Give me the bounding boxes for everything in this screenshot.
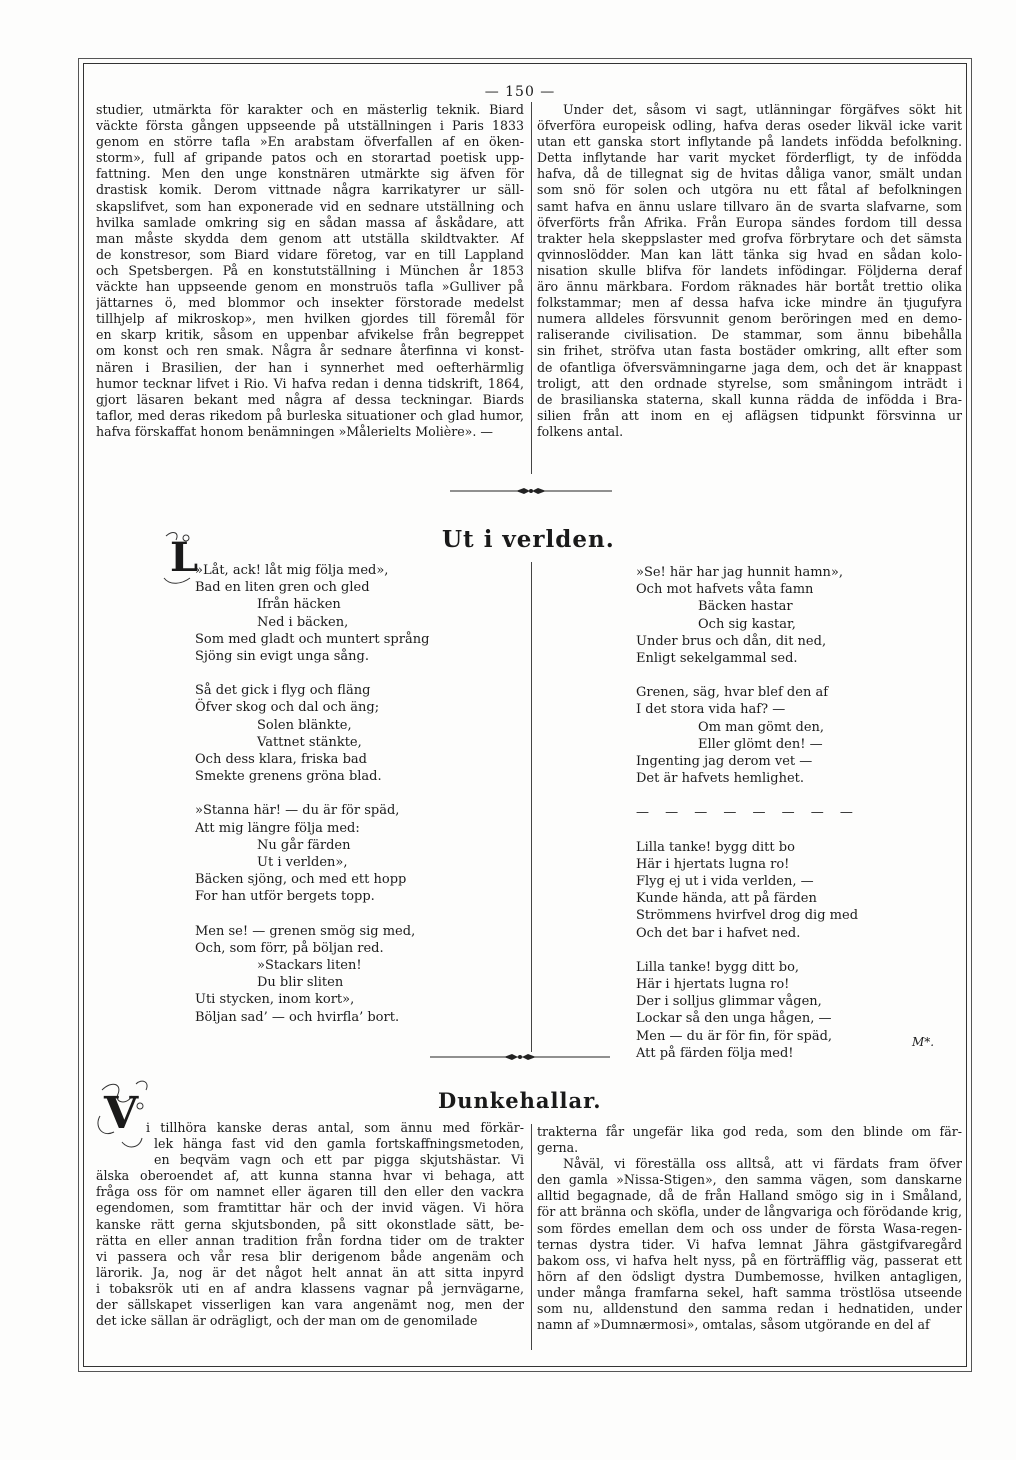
- text-line: det icke sällan är odrägligt, och der man om de genomilade: [96, 1313, 478, 1329]
- text-line: väckte första gången uppseende på utställningen i Paris 1833: [96, 118, 524, 134]
- text-line: öfverföra europeisk odling, hafva deras oseder likväl icke varit: [537, 118, 962, 134]
- poem-line: Kunde hända, att på färden: [636, 891, 817, 907]
- text-line: skapslifvet, som han exponerade vid en sednare utställning och: [96, 198, 524, 214]
- poem-line: Under brus och dån, dit ned,: [636, 633, 827, 649]
- poem-line: Lilla tanke! bygg ditt bo: [636, 839, 795, 855]
- text-line: drastisk komik. Derom vittnade några karrikatyrer ur säll-: [96, 182, 524, 198]
- text-line: hafva förskaffat honom benämningen »Målerielts Molière». —: [96, 423, 493, 439]
- text-line: lek hänga fast vid den gamla fortskaffningsmetoden,: [154, 1136, 524, 1152]
- text-line: egendomen, som framtittar här och der invid vägen. Vi höra: [96, 1200, 524, 1216]
- poem-stanza: [195, 562, 515, 665]
- text-line: trakter hela skeppslaster med grofva förbrytare och det sämsta: [537, 230, 962, 246]
- text-line: folkstammar; men af dessa hafva icke mindre än tjugufyra: [537, 295, 962, 311]
- poem-line: Att på färden följa med!: [636, 1045, 794, 1061]
- ornament-rule-2: [430, 1052, 610, 1062]
- text-line: öfverförts från Afrika. Från Europa sändes fordom till dessa: [537, 214, 962, 230]
- poem-line: Det är hafvets hemlighet.: [636, 771, 805, 787]
- text-line: studier, utmärkta för karakter och en mästerlig teknik. Biard: [96, 102, 524, 117]
- text-line: de ofantliga öfversvämningarne jaga dem, och det är knappast: [537, 359, 962, 375]
- text-line: qvinnoslödder. Man kan lätt tänka sig hvad en sådan kolo-: [537, 246, 962, 262]
- poem-line: Här i hjertats lugna ro!: [636, 977, 790, 993]
- poem-title: Ut i verlden.: [442, 526, 615, 553]
- dash-line: — — — — — — — —: [636, 805, 859, 821]
- text-line: och Spetsbergen. På en konstutställning i München år 1853: [96, 262, 524, 278]
- poem-line: Nu går färden: [257, 837, 351, 853]
- poem-stanza: [636, 959, 956, 1062]
- text-line: der sällskapet visserligen kan vara angenämt nog, men der: [96, 1297, 524, 1313]
- text-line: storm», full af gripande patos och en storartad poetisk upp-: [96, 150, 524, 166]
- text-line: nisation skulle blifva för landets infödingar. Följderna deraf: [537, 262, 962, 278]
- poem-line: Att mig längre följa med:: [195, 820, 360, 836]
- poem-line: Bäcken sjöng, och med ett hopp: [195, 872, 407, 888]
- text-line: lärorik. Ja, nog är det något helt annat än att sitta inpyrd: [96, 1264, 524, 1280]
- text-line: silien från att inom en ej aflägsen tidpunkt försvinna ur: [537, 407, 962, 423]
- poem-left-column: [195, 562, 515, 1043]
- poem-right-column: [636, 564, 956, 1079]
- poem-line: Smekte grenens gröna blad.: [195, 769, 382, 785]
- text-line: de konstresor, som Biard vidare företog, var en till Lappland: [96, 246, 524, 262]
- text-line: som snö för solen och utgöra nu ett fåtal af befolkningen: [537, 182, 962, 198]
- poem-stanza: [195, 923, 515, 1026]
- poem-line: »Stanna här! — du är för späd,: [195, 803, 400, 819]
- poem-line: Bäcken hastar: [698, 599, 793, 615]
- text-line: jättarnes ö, med blommor och insekter förstorade medelst: [96, 295, 524, 311]
- text-line: fattning. Men den unge konstnären utmärkte sig äfven för: [96, 166, 524, 182]
- text-line: som fördes emellan dem och oss under de första Wasa-regen-: [537, 1220, 962, 1236]
- text-line: för att bränna och sköfla, under de långvariga och förödande krig,: [537, 1204, 962, 1220]
- poem-line: Och sig kastar,: [698, 616, 796, 632]
- poem-stanza: [636, 564, 956, 667]
- article-right-column: [537, 1124, 962, 1333]
- dropcap-flourish: [160, 528, 200, 588]
- text-line: hafva, då de tillegnat sig de hvitas dåliga vanor, smält undan: [537, 166, 962, 182]
- text-line: kanske rätt gerna skjutsbonden, på sitt okonstlade sätt, be-: [96, 1216, 524, 1232]
- text-line: i tobaksrök uti en af andra klassens vagnar på jernvägarne,: [96, 1280, 524, 1296]
- top-left-column: [96, 102, 524, 440]
- poem-line: Men — du är för fin, för späd,: [636, 1028, 833, 1044]
- text-line: i tillhöra kanske deras antal, som ännu med förkär-: [146, 1120, 524, 1135]
- text-line: folkens antal.: [537, 423, 624, 439]
- text-line: raliserande civilisation. De stammar, som ännu bibehålla: [537, 327, 962, 343]
- poem-line: »Se! här har jag hunnit hamn»,: [636, 565, 843, 580]
- column-divider-top: [531, 102, 532, 474]
- poem-line: Sjöng sin evigt unga sång.: [195, 649, 369, 665]
- poem-dropcap: L: [170, 534, 199, 581]
- poem-line: Och mot hafvets våta famn: [636, 582, 814, 598]
- text-line: en skarp kritik, såsom en uppenbar afvikelse från begreppet: [96, 327, 524, 343]
- poem-line: Och, som förr, på böljan red.: [195, 940, 384, 956]
- text-line: Nåväl, vi föreställa oss alltså, att vi färdats fram öfver: [563, 1156, 962, 1172]
- poem-stanza: [195, 682, 515, 785]
- text-line: bakom oss, vi hafva helt nyss, på en förträfflig väg, passerat ett: [537, 1252, 962, 1268]
- poem-line: For han utför bergets topp.: [195, 889, 375, 905]
- text-line: ternas dystra tider. Vi hafva lemnat Jähra gästgifvaregård: [537, 1236, 962, 1252]
- page-number: — 150 —: [484, 84, 556, 100]
- text-line: vi passera och vår resa blir derigenom både angenäm och: [96, 1248, 524, 1264]
- poem-line: Öfver skog och dal och äng;: [195, 700, 380, 716]
- text-line: en beqväm vagn och ett par pigga skjutshästar. Vi: [154, 1152, 524, 1168]
- text-line: Under det, såsom vi sagt, utlänningar förgäfves sökt hit: [563, 102, 962, 117]
- text-line: sin frihet, ströfva utan fasta bostäder omkring, allt efter som: [537, 343, 962, 359]
- poem-line: Der i solljus glimmar vågen,: [636, 994, 822, 1010]
- poem-line: Så det gick i flyg och fläng: [195, 683, 371, 699]
- poem-line: I det stora vida haf? —: [636, 702, 786, 718]
- poem-line: Men se! — grenen smög sig med,: [195, 923, 416, 939]
- text-line: samt hafva en ännu uslare tillvaro än de svarta slafvarne, som: [537, 198, 962, 214]
- poem-line: Om man gömt den,: [698, 719, 825, 735]
- text-line: tillhjelp af mikroskop», men hvilken gjordes till föremål för: [96, 311, 524, 327]
- poem-dashes: [636, 804, 956, 821]
- poem-line: Lilla tanke! bygg ditt bo,: [636, 959, 800, 975]
- text-line: hörn af den ödsligt dystra Dumbemosse, hvilken antagligen,: [537, 1268, 962, 1284]
- poem-line: Ut i verlden»,: [257, 855, 348, 871]
- poem-line: Här i hjertats lugna ro!: [636, 856, 790, 872]
- text-line: numera alldeles försvunnit genom beröringen med en demo-: [537, 311, 962, 327]
- poem-line: Eller glömt den! —: [698, 736, 823, 752]
- poem-signature: M*.: [912, 1035, 935, 1049]
- text-line: namn af »Dumnærmosi», omtalas, såsom utgörande en del af: [537, 1317, 930, 1333]
- text-line: alltid begagnade, då de från Halland smögo sig in i Småland,: [537, 1188, 962, 1204]
- text-line: de brasilianska staterna, skall kunna rädda de infödda i Bra-: [537, 391, 962, 407]
- poem-line: Och dess klara, friska bad: [195, 752, 367, 768]
- ornament-rule: [450, 486, 612, 496]
- article-left-column: [96, 1120, 524, 1329]
- text-line: fråga oss för om namnet eller ägaren till den eller den vackra: [96, 1184, 524, 1200]
- text-line: utan ett ganska stort inflytande på landets infödda befolkning.: [537, 134, 962, 150]
- poem-line: Bad en liten gren och gled: [195, 580, 370, 596]
- text-line: gjort läsaren bekant med några af dessa teckningar. Biards: [96, 391, 524, 407]
- text-line: som nu, alldenstund den samma redan i hednatiden, under: [537, 1301, 962, 1317]
- text-line: rätta en eller annan tradition från fordna tider om de trakter: [96, 1232, 524, 1248]
- text-line: nären i Brasilien, der han i synnerhet med oefterhärmlig: [96, 359, 524, 375]
- text-line: humor tecknar lifvet i Rio. Vi hafva redan i denna tidskrift, 1864,: [96, 375, 524, 391]
- poem-line: Och det bar i hafvet ned.: [636, 925, 801, 941]
- poem-line: Solen blänkte,: [257, 717, 352, 733]
- poem-line: Strömmens hvirfvel drog dig med: [636, 908, 859, 924]
- column-divider-bottom: [531, 1124, 532, 1350]
- text-line: genom en större tafla »En arabstam öfverfallen af en öken-: [96, 134, 524, 150]
- poem-line: Enligt sekelgammal sed.: [636, 651, 798, 667]
- text-line: om konst och ren smak. Några år sednare återfinna vi konst-: [96, 343, 524, 359]
- article-title: Dunkehallar.: [438, 1088, 602, 1113]
- text-line: taflor, med deras rikedom på burleska situationer och glad humor,: [96, 407, 524, 423]
- text-line: under många framfarna sekel, haft samma tröstlösa utseende: [537, 1284, 962, 1300]
- poem-line: Flyg ej ut i vida verlden, —: [636, 874, 814, 890]
- text-line: älska oberoendet af, att kunna stanna hvar vi behaga, att: [96, 1168, 524, 1184]
- poem-line: Böljan sad’ — och hvirfla’ bort.: [195, 1009, 400, 1025]
- poem-line: Du blir sliten: [257, 975, 344, 991]
- column-divider-poem: [531, 562, 532, 1052]
- poem-line: Vattnet stänkte,: [257, 734, 362, 750]
- text-line: äro ännu märkbara. Fordom räknades här bortåt trettio olika: [537, 279, 962, 295]
- top-right-column: [537, 102, 962, 440]
- poem-stanza: [636, 684, 956, 787]
- poem-line: Som med gladt och muntert språng: [195, 631, 430, 647]
- text-line: troligt, att den ordnade styrelse, som småningom inträdt i: [537, 375, 962, 391]
- poem-line: Grenen, säg, hvar blef den af: [636, 685, 829, 701]
- poem-line: »Låt, ack! låt mig följa med»,: [195, 563, 389, 578]
- poem-line: Ned i bäcken,: [257, 614, 349, 630]
- poem-line: Lockar så den unga hågen, —: [636, 1011, 832, 1027]
- poem-line: Uti stycken, inom kort»,: [195, 992, 355, 1008]
- text-line: den gamla »Nissa-Stigen», den samma vägen, som danskarne: [537, 1172, 962, 1188]
- text-line: gerna.: [537, 1140, 579, 1156]
- poem-stanza: [636, 839, 956, 942]
- poem-line: Ingenting jag derom vet —: [636, 754, 813, 770]
- article-dropcap: V: [104, 1088, 139, 1139]
- text-line: väckte han uppseende genom en monstruös tafla »Gulliver på: [96, 279, 524, 295]
- poem-line: »Stackars liten!: [257, 958, 362, 974]
- text-line: hvilka samlade omkring sig en sådan massa af åskådare, att: [96, 214, 524, 230]
- text-line: Detta inflytande har varit mycket förderfligt, ty de infödda: [537, 150, 962, 166]
- poem-stanza: [195, 802, 515, 905]
- text-line: trakterna får ungefär lika god reda, som den blinde om fär-: [537, 1124, 962, 1139]
- poem-line: Ifrån häcken: [257, 597, 341, 613]
- text-line: man måste skydda dem genom att utställa skildtvakter. Af: [96, 230, 524, 246]
